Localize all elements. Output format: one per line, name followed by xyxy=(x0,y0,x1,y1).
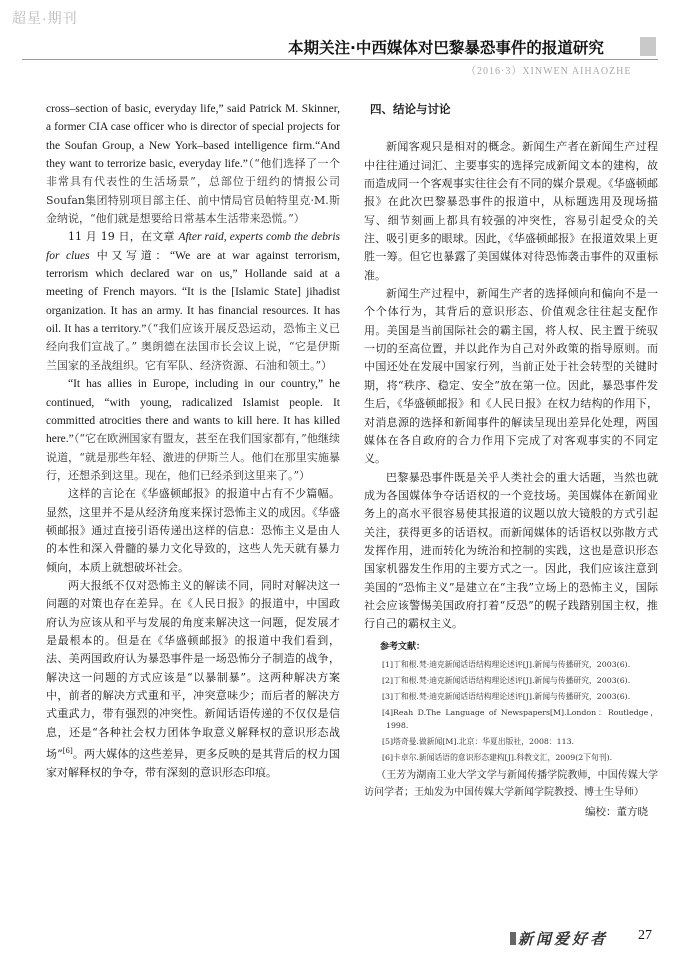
article-title: After raid, experts comb the debris for clues xyxy=(46,231,340,262)
reference-item: [6]卡卓尔.新闻话语的意识形态建构[J].科教文汇，2009(2下旬刊). xyxy=(382,752,613,762)
paragraph xyxy=(46,100,340,228)
header-divider xyxy=(22,59,658,60)
section-heading: 四、结论与讨论 xyxy=(370,102,451,116)
right-column xyxy=(364,100,658,821)
chinese-translation: （“它在欧洲国家有盟友，甚至在我们国家都有，”他继续说道，“就是那些年轻、激进的伊斯兰人。他们在那里实施暴行，还想杀到这里。现在，他们已经杀到这里来了。”） xyxy=(46,432,340,482)
column-header-title: 本期关注·中西媒体对巴黎暴恐事件的报道研究 xyxy=(288,39,604,57)
author-bio: （王芳为湖南工业大学文学与新闻传播学院教师，中国传媒大学访问学者；王灿发为中国传媒大学新闻学院教授、博士生导师） xyxy=(364,769,658,798)
page-number: 27 xyxy=(638,928,652,943)
paragraph-text: 。两大媒体的这些差异，更多反映的是其背后的权力国家对解释权的争夺，带有深刻的意识形态印痕。 xyxy=(46,747,341,780)
paragraph: 新闻客观只是相对的概念。新闻生产者在新闻生产过程中往往通过词汇、主要事实的选择完成新闻文本的建构，故而造成同一个客观事实往往会有不同的媒介景观。《华盛顿邮报》在此次巴黎暴恐事件的报道中，从标题选用及现场描写、细节刻画上都具有较强的冲突性，容易引起受众的关注、吸引更多的眼球。因此，《华盛顿邮报》在报道效果上更胜一筹。但它也暴露了美国媒体对待恐怖袭击事件的双重标准。 xyxy=(364,140,658,282)
footer-mark xyxy=(510,932,516,945)
reference-item: [1]丁和根.梵·迪克新闻话语结构理论述评[J].新闻与传播研究，2003(6). xyxy=(382,659,631,669)
editor-credit: 编校：董方晓 xyxy=(585,805,648,818)
header-accent-bar xyxy=(640,37,656,56)
paragraph xyxy=(46,375,340,485)
paragraph: 新闻生产过程中，新闻生产者的选择倾向和偏向不是一个个体行为，其背后的意识形态、价值观念往往起支配作用。美国是当前国际社会的霸主国，将人权、民主置于统驭一切的至高位置，并以此作为自己对外政策的指导原则。而中国还处在发展中国家行列，当前正处于社会转型的关键时期，将“秩序、稳定、安全”放在第一位。因此，暴恐事件发生后，《华盛顿邮报》和《人民日报》在权力结构的作用下，对消息源的选择和新闻事件的解读呈现出差异化处理，两国媒体在各自政府的合力作用下完成了对客观事实的不同定义。 xyxy=(364,287,658,466)
reference-item: [3]丁和根.梵·迪克新闻话语结构理论述评[J].新闻与传播研究，2003(6). xyxy=(382,691,631,701)
chinese-translation: （“我们应该开展反恐运动，恐怖主义已经向我们宣战了。” 奥朗德在法国市长会议上说，“它是伊斯兰国家的圣战组织。它有军队、经济资源、石油和领土。”） xyxy=(46,322,340,372)
left-column xyxy=(46,100,340,782)
journal-brand-watermark: 超星·期刊 xyxy=(12,10,78,26)
english-quote: “It has allies in Europe, including in our country,” he continued, “with young, radicalized Islamist people. It committed atrocities there and wants to kill here. It has killed here.” xyxy=(46,378,340,446)
chinese-translation: （“他们选择了一个非常具有代表性的生活场景”，总部位于纽约的情报公司Soufan集团特别项目部主任、前中情局官员帕特里克·M.斯金纳说，“他们就是想要给日常基本生活带来恐慌。”） xyxy=(46,157,340,226)
footer-journal-logo: 新闻爱好者 xyxy=(518,930,609,948)
english-quote: cross–section of basic, everyday life,” said Patrick M. Skinner, a former CIA case officer who is director of special projects for the Soufan Group, a New York–based intelligence firm.“And they want to terrorize basic, everyday life.” xyxy=(46,103,340,171)
citation-marker: [6] xyxy=(62,747,73,756)
paragraph xyxy=(46,577,340,782)
paragraph-text: 11 月 19 日，在文章 xyxy=(68,230,179,244)
paragraph: 巴黎暴恐事件既是关乎人类社会的重大话题，当然也就成为各国媒体争夺话语权的一个竞技场。美国媒体在新闻业务上的高水平很容易使其报道的议题以放大镜般的方式引起关注，获得更多的话语权。而新闻媒体的话语权以弥散方式发挥作用，进而转化为统治和控制的实践，这也是意识形态国家机器发生作用的主要方式之一。因此，我们应该注意到美国的“恐怖主义”是建立在“主我”立场上的恐怖主义，国际社会应该警惕美国政府打着“反恐”的幌子践踏别国主权，推行自己的霸权主义。 xyxy=(364,470,658,631)
reference-item: [2]丁和根.梵·迪克新闻话语结构理论述评[J].新闻与传播研究，2003(6). xyxy=(382,675,631,685)
english-quote: “We are at war against terrorism, terrorism which declared war on us,” Hollande said at a meeting of French mayors. “It is the [Islamic State] jihadist organization. It has an army. It has financial resources. It has oil. It has a territory.” xyxy=(46,249,341,336)
reference-item: [4]Reah D.The Language of Newspapers[M].London：Routledge，1998. xyxy=(382,707,658,730)
paragraph-text: 两大报纸不仅对恐怖主义的解读不同，同时对解决这一问题的对策也存在差异。在《人民日报》的报道中，中国政府认为应该从和平与发展的角度来解决这一问题，促发展才是最根本的。但是在《华盛顿邮报》的报道中我们看到，法、美两国政府认为暴恐事件是一场恐怖分子制造的战争，解决这一问题的方式应该是“以暴制暴”。这两种解决方案中，前者的解决方式重和平，冲突意味少；而后者的解决方式重武力，带有强烈的冲突性。新闻话语传递的不仅仅是信息，还是“各种社会权力团体争取意义解释权的意识形态战场” xyxy=(46,578,340,761)
paragraph-text: 中又写道： xyxy=(89,248,171,262)
paragraph xyxy=(46,228,340,375)
paragraph: 这样的言论在《华盛顿邮报》的报道中占有不少篇幅。显然，这里并不是从经济角度来探讨恐怖主义的成因。《华盛顿邮报》通过直接引语传递出这样的信息：恐怖主义是由人的本性和深入骨髓的暴力文化导致的，这些人先天就有暴力倾向，本质上就想破坏社会。 xyxy=(46,487,340,574)
references-heading: 参考文献： xyxy=(380,641,426,652)
issue-label: （2016·3）XINWEN AIHAOZHE xyxy=(466,66,632,77)
reference-item: [5]塔奇曼.做新闻[M].北京：华夏出版社，2008：113. xyxy=(382,736,575,746)
